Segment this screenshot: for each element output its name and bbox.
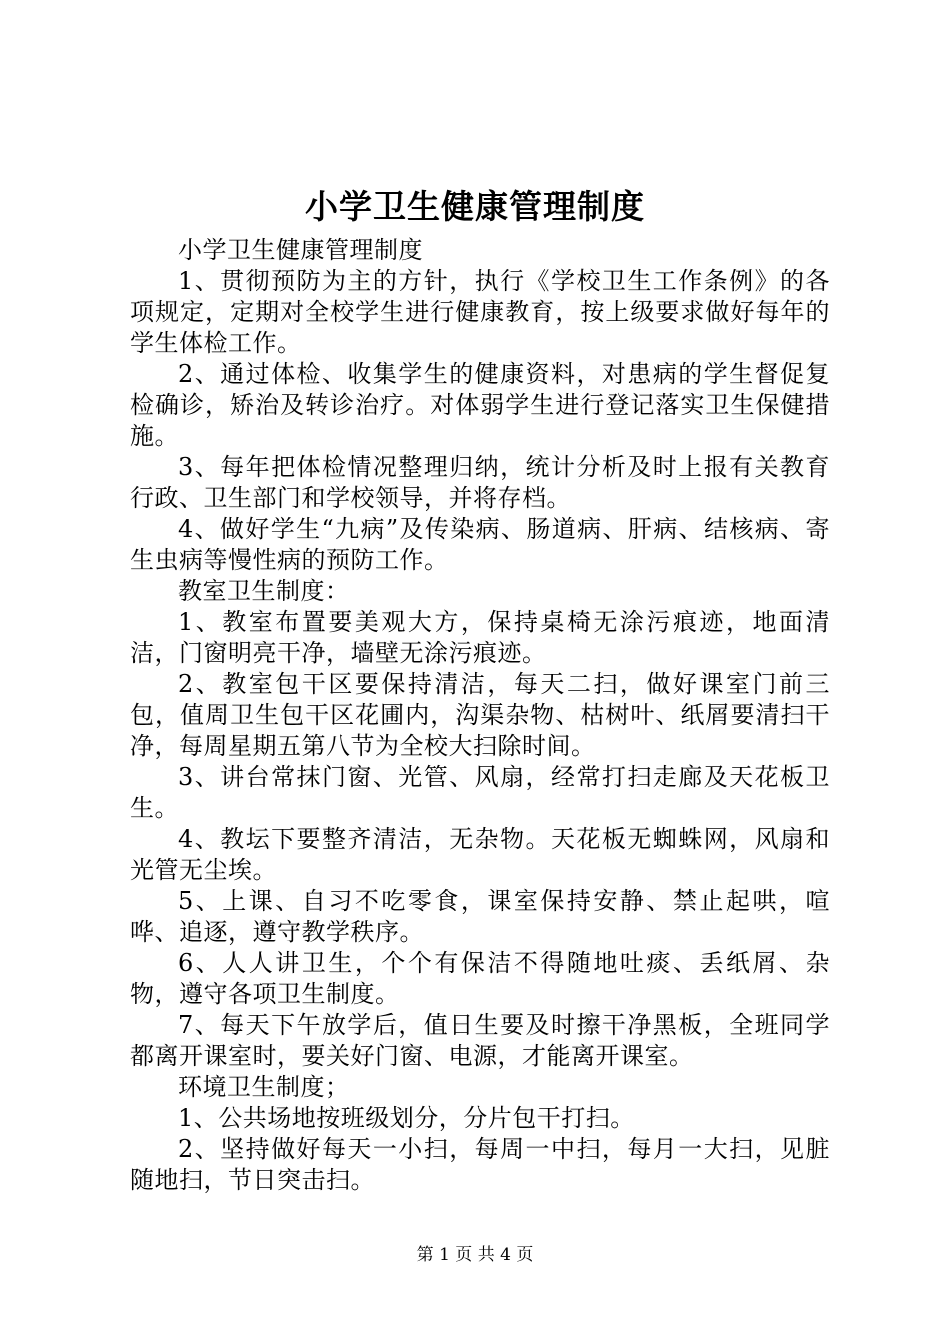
paragraph: 1、贯彻预防为主的方针，执行《学校卫生工作条例》的各项规定，定期对全校学生进行健康教育，按上级要求做好每年的学生体检工作。 <box>130 267 830 357</box>
paragraph: 3、讲台常抹门窗、光管、风扇，经常打扫走廊及天花板卫生。 <box>130 763 830 822</box>
paragraph: 6、人人讲卫生，个个有保洁不得随地吐痰、丢纸屑、杂物，遵守各项卫生制度。 <box>130 949 830 1008</box>
paragraph: 4、做好学生“九病”及传染病、肠道病、肝病、结核病、寄生虫病等慢性病的预防工作。 <box>130 515 830 574</box>
paragraph: 2、教室包干区要保持清洁，每天二扫，做好课室门前三包，值周卫生包干区花圃内，沟渠杂物、枯树叶、纸屑要清扫干净，每周星期五第八节为全校大扫除时间。 <box>130 670 830 760</box>
page-number-footer: 第 1 页 共 4 页 <box>416 1245 534 1265</box>
paragraph: 2、坚持做好每天一小扫，每周一中扫，每月一大扫，见脏随地扫，节日突击扫。 <box>130 1135 830 1194</box>
section-heading: 环境卫生制度； <box>178 1073 350 1101</box>
paragraph: 1、公共场地按班级划分，分片包干打扫。 <box>178 1104 635 1132</box>
paragraph: 2、通过体检、收集学生的健康资料，对患病的学生督促复检确诊，矫治及转诊治疗。对体弱学生进行登记落实卫生保健措施。 <box>130 360 830 450</box>
paragraph: 4、教坛下要整齐清洁，无杂物。天花板无蜘蛛网，风扇和光管无尘埃。 <box>130 825 830 884</box>
section-heading: 教室卫生制度： <box>178 577 350 605</box>
paragraph: 7、每天下午放学后，值日生要及时擦干净黑板，全班同学都离开课室时，要关好门窗、电源，才能离开课室。 <box>130 1011 830 1070</box>
document-body <box>130 235 830 1196</box>
paragraph: 5、上课、自习不吃零食，课室保持安静、禁止起哄，喧哗、追逐，遵守教学秩序。 <box>130 887 830 946</box>
document-title: 小学卫生健康管理制度 <box>305 187 645 226</box>
paragraph: 小学卫生健康管理制度 <box>178 236 423 264</box>
paragraph: 1、教室布置要美观大方，保持桌椅无涂污痕迹，地面清洁，门窗明亮干净，墙壁无涂污痕迹。 <box>130 608 830 667</box>
paragraph: 3、每年把体检情况整理归纳，统计分析及时上报有关教育行政、卫生部门和学校领导，并将存档。 <box>130 453 830 512</box>
